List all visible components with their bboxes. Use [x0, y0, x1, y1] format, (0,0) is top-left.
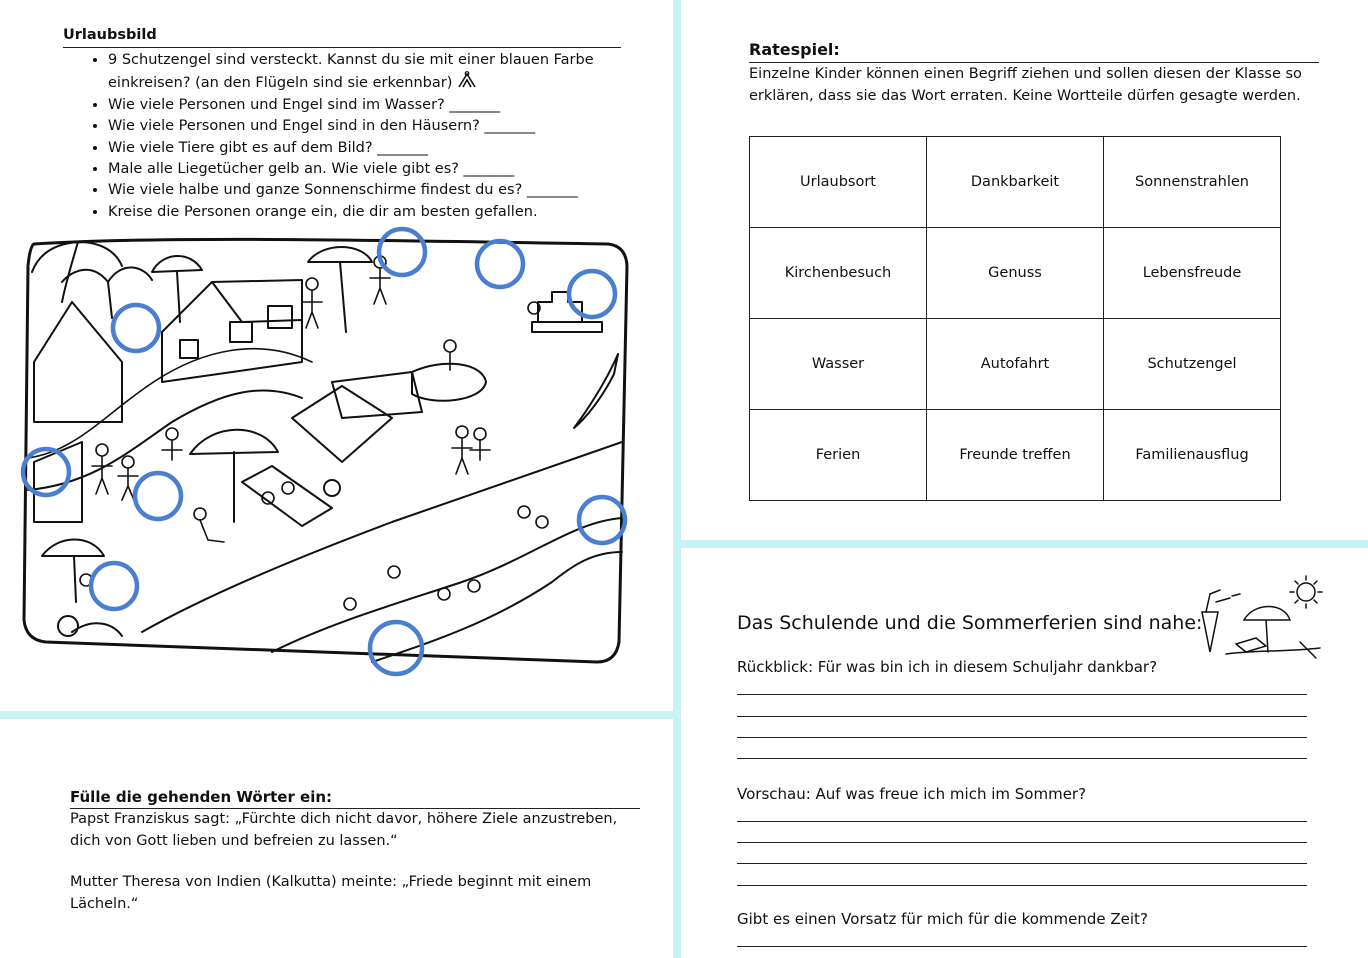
word-cell: Autofahrt — [927, 319, 1104, 410]
vertical-divider — [673, 0, 681, 958]
summer-illustration-icon — [1196, 572, 1326, 662]
task-list — [72, 50, 628, 223]
answer-line — [737, 885, 1307, 886]
quote-theresa: Mutter Theresa von Indien (Kalkutta) meinte: „Friede beginnt mit einem Lächeln.“ — [70, 874, 592, 912]
word-cell: Sonnenstrahlen — [1104, 137, 1281, 228]
answer-line — [737, 758, 1307, 759]
task-item: • 9 Schutzengel sind versteckt. Kannst du sie mit einer blauen Farbe einkreisen? (an den Flügeln sind sie erkennbar) — [108, 50, 628, 95]
question-vorschau: Vorschau: Auf was freue ich mich im Sommer? — [737, 785, 1087, 803]
word-cell: Familienausflug — [1104, 410, 1281, 501]
right-horizontal-divider — [677, 540, 1368, 548]
angel-circle — [579, 497, 625, 543]
sommer-title: Das Schulende und die Sommerferien sind nahe: — [737, 612, 1203, 634]
ratespiel-rule — [749, 62, 1319, 63]
angel-circle — [135, 473, 181, 519]
word-grid — [749, 136, 1281, 501]
ratespiel-title: Ratespiel: — [749, 40, 840, 59]
wings-icon — [457, 71, 477, 89]
task-item: • Kreise die Personen orange ein, die dir am besten gefallen. — [108, 202, 628, 223]
quote-franziskus: Papst Franziskus sagt: „Fürchte dich nicht davor, höhere Ziele anzustreben, dich von Gott lieben und befreien zu lassen.“ — [70, 811, 618, 849]
urlaubsbild-rule — [63, 47, 621, 48]
fuelle-title: Fülle die gehenden Wörter ein: — [70, 788, 333, 806]
answer-line — [737, 946, 1307, 947]
word-cell: Schutzengel — [1104, 319, 1281, 410]
answer-line — [737, 716, 1307, 717]
answer-line — [737, 737, 1307, 738]
word-cell: Dankbarkeit — [927, 137, 1104, 228]
angel-circle — [569, 271, 615, 317]
task-item: • Male alle Liegetücher gelb an. Wie viele gibt es? _______ — [108, 159, 628, 180]
answer-line — [737, 863, 1307, 864]
word-cell: Kirchenbesuch — [750, 228, 927, 319]
angel-circle — [91, 563, 137, 609]
word-cell: Genuss — [927, 228, 1104, 319]
answer-line — [737, 821, 1307, 822]
word-cell: Lebensfreude — [1104, 228, 1281, 319]
angel-circle — [113, 305, 159, 351]
ratespiel-text: Einzelne Kinder können einen Begriff ziehen und sollen diesen der Klasse so erklären, dass sie das Wort erraten. Keine Wortteile dürfen gesagte werden. — [749, 66, 1302, 104]
task-item: • Wie viele Personen und Engel sind in den Häusern? _______ — [108, 116, 628, 137]
word-cell: Wasser — [750, 319, 927, 410]
urlaubsbild-title: Urlaubsbild — [63, 27, 157, 43]
word-cell: Freunde treffen — [927, 410, 1104, 501]
word-cell: Ferien — [750, 410, 927, 501]
angel-circle — [477, 241, 523, 287]
question-rueckblick: Rückblick: Für was bin ich in diesem Schuljahr dankbar? — [737, 658, 1158, 676]
left-horizontal-divider — [0, 711, 677, 719]
question-vorsatz: Gibt es einen Vorsatz für mich für die kommende Zeit? — [737, 910, 1148, 928]
task-item: • Wie viele halbe und ganze Sonnenschirme findest du es? _______ — [108, 180, 628, 201]
word-cell: Urlaubsort — [750, 137, 927, 228]
task-item: • Wie viele Tiere gibt es auf dem Bild? _______ — [108, 138, 628, 159]
answer-line — [737, 694, 1307, 695]
answer-line — [737, 842, 1307, 843]
angel-circle — [379, 229, 425, 275]
beach-drawing — [12, 222, 632, 682]
task-item: • Wie viele Personen und Engel sind im Wasser? _______ — [108, 95, 628, 116]
